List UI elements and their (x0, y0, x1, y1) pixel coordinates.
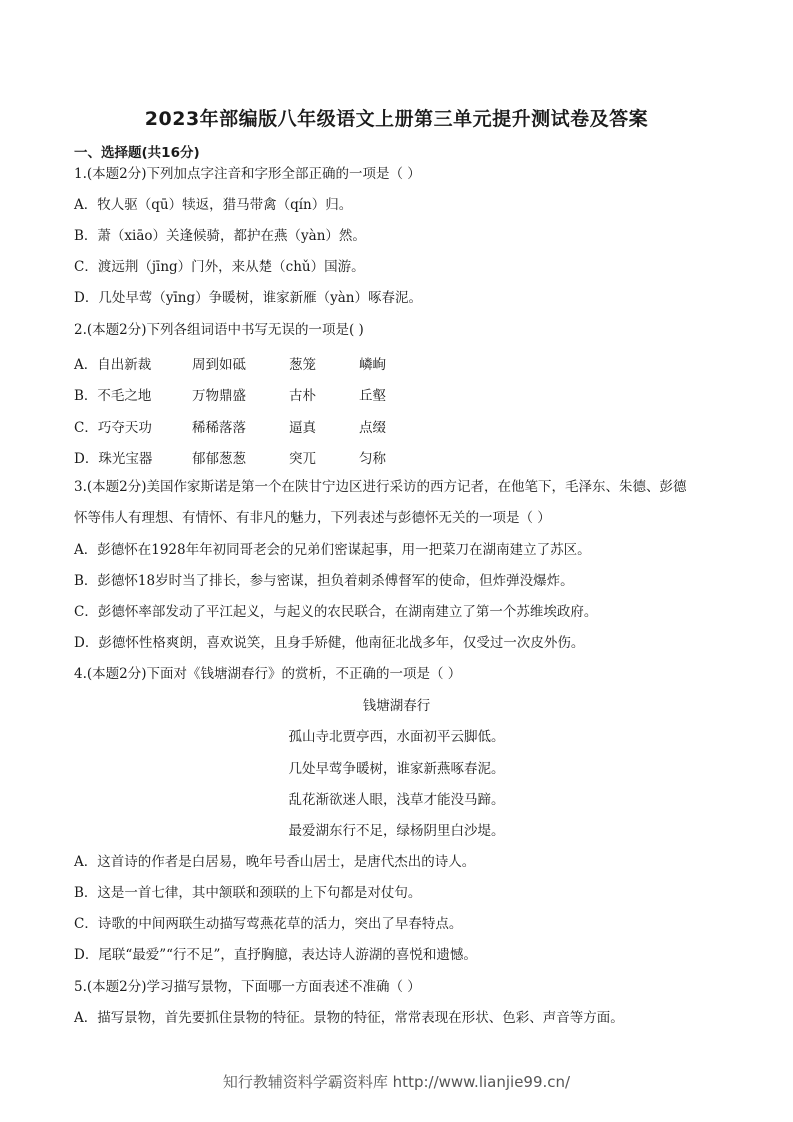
word-cell: C．巧夺天功 (74, 420, 152, 436)
question-4-option-b: B．这是一首七律，其中颔联和颈联的上下句都是对仗句。 (74, 885, 422, 901)
question-2-stem: 2.(本题2分)下列各组词语中书写无误的一项是( ) (74, 322, 364, 338)
word-cell: B．不毛之地 (74, 388, 152, 404)
word-cell: 郁郁葱葱 (192, 451, 246, 467)
poem-line: 最爱湖东行不足，绿杨阴里白沙堤。 (288, 823, 505, 839)
word-cell: 稀稀落落 (192, 420, 246, 436)
word-cell: 匀称 (359, 451, 386, 467)
word-cell: 周到如砥 (192, 357, 246, 373)
word-cell: 葱笼 (289, 357, 316, 373)
poem-line: 几处早莺争暖树，谁家新燕啄春泥。 (288, 761, 505, 777)
question-3-option-b: B．彭德怀18岁时当了排长，参与密谋，担负着刺杀傅督军的使命，但炸弹没爆炸。 (74, 573, 574, 589)
word-cell: 古朴 (289, 388, 316, 404)
question-1-option-b: B．萧（xiāo）关逢候骑，都护在燕（yàn）然。 (74, 228, 366, 244)
question-3-option-d: D．彭德怀性格爽朗，喜欢说笑，且身手矫健，他南征北战多年，仅受过一次皮外伤。 (74, 635, 585, 651)
question-1-option-a: A．牧人驱（qū）犊返，猎马带禽（qín）归。 (74, 197, 353, 213)
poem-line: 乱花渐欲迷人眼，浅草才能没马蹄。 (288, 792, 505, 808)
word-cell: 突兀 (289, 451, 316, 467)
poem-title: 钱塘湖春行 (362, 698, 431, 714)
question-1-option-d: D．几处早莺（yīng）争暖树，谁家新雁（yàn）啄春泥。 (74, 290, 422, 306)
question-5-stem: 5.(本题2分)学习描写景物，下面哪一方面表述不准确（ ） (74, 979, 421, 995)
question-3-option-a: A．彭德怀在1928年年初同哥老会的兄弟们密谋起事，用一把菜刀在湖南建立了苏区。 (74, 542, 591, 558)
question-3-stem-line-1: 3.(本题2分)美国作家斯诺是第一个在陕甘宁边区进行采访的西方记者，在他笔下，毛泽东、朱德、彭德 (74, 479, 687, 495)
question-5-option-a: A．描写景物，首先要抓住景物的特征。景物的特征，常常表现在形状、色彩、声音等方面。 (74, 1010, 624, 1026)
question-4-stem: 4.(本题2分)下面对《钱塘湖春行》的赏析，不正确的一项是（ ） (74, 666, 462, 682)
question-1-option-c: C．渡远荆（jīng）门外，来从楚（chǔ）国游。 (74, 259, 365, 275)
question-4-option-a: A．这首诗的作者是白居易，晚年号香山居士，是唐代杰出的诗人。 (74, 854, 476, 870)
question-3-option-c: C．彭德怀率部发动了平江起义，与起义的农民联合，在湖南建立了第一个苏维埃政府。 (74, 604, 598, 620)
footer-watermark: 知行教辅资料学霸资料库 http://www.lianjie99.cn/ (222, 1073, 571, 1091)
word-cell: 逼真 (289, 420, 316, 436)
word-cell: 万物鼎盛 (192, 388, 246, 404)
word-cell: 嶙峋 (359, 357, 386, 373)
question-4-option-d: D．尾联“最爱”“行不足”，直抒胸臆，表达诗人游湖的喜悦和遗憾。 (74, 947, 477, 963)
word-cell: D．珠光宝器 (74, 451, 153, 467)
question-1-stem: 1.(本题2分)下列加点字注音和字形全部正确的一项是（ ） (74, 166, 421, 182)
word-cell: A．自出新裁 (74, 357, 152, 373)
word-cell: 丘壑 (359, 388, 386, 404)
question-3-stem-line-2: 怀等伟人有理想、有情怀、有非凡的魅力，下列表述与彭德怀无关的一项是（ ） (74, 510, 551, 526)
section-heading: 一、选择题(共16分) (74, 145, 200, 161)
question-4-option-c: C．诗歌的中间两联生动描写莺燕花草的活力，突出了早春特点。 (74, 916, 463, 932)
poem-line: 孤山寺北贾亭西，水面初平云脚低。 (288, 729, 505, 745)
word-cell: 点缀 (359, 420, 386, 436)
document-title: 2023年部编版八年级语文上册第三单元提升测试卷及答案 (144, 108, 649, 130)
